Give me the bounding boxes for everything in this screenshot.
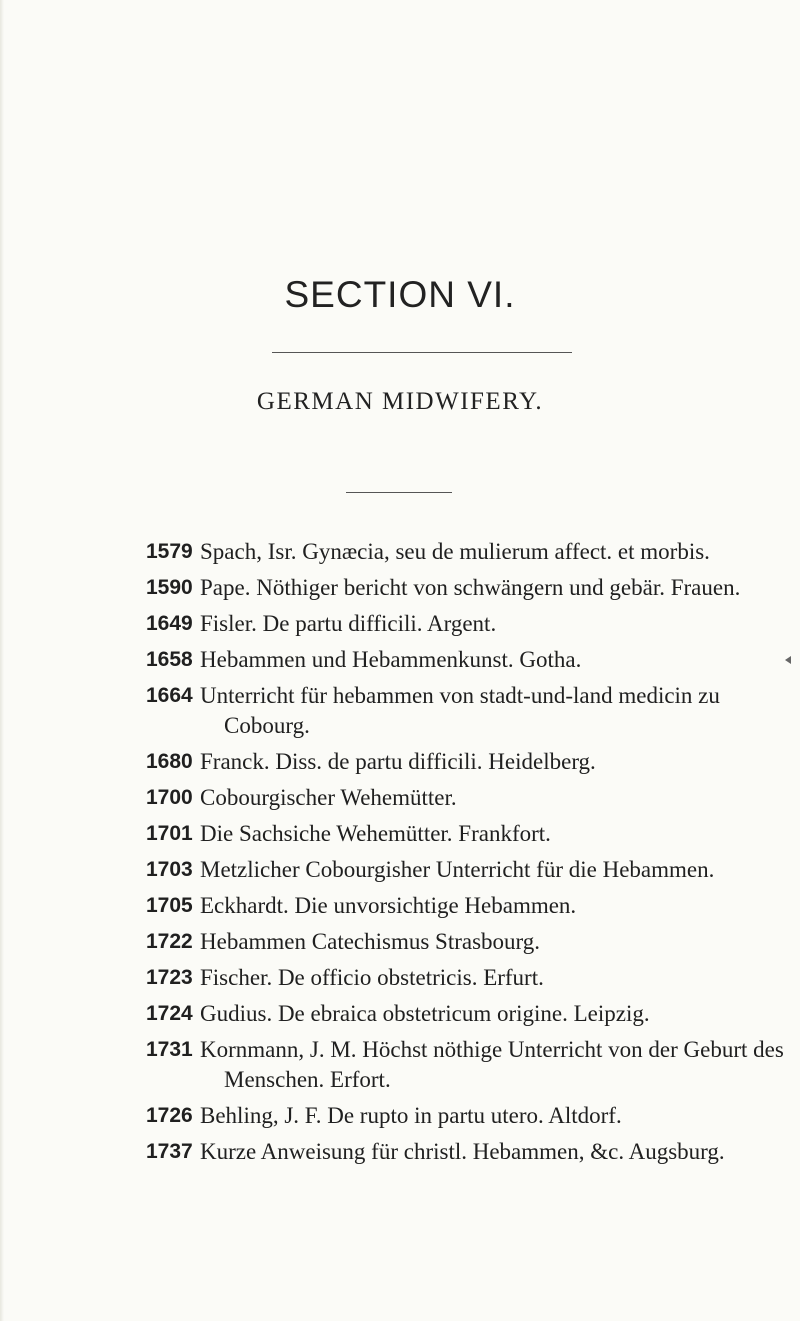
entry-year: 1737 (146, 1140, 193, 1163)
entry-year: 1700 (146, 786, 193, 809)
bibliography-entry (146, 1137, 786, 1167)
entry-year: 1579 (146, 540, 193, 563)
entry-year: 1703 (146, 858, 193, 881)
entry-text: Behling, J. F. De rupto in partu utero. Altdorf. (200, 1103, 622, 1128)
bibliography-entry (146, 927, 786, 957)
bibliography-entry (146, 681, 786, 741)
entry-text: Spach, Isr. Gynæcia, seu de mulierum affect. et morbis. (200, 539, 710, 564)
entry-year: 1722 (146, 930, 193, 953)
entry-year: 1731 (146, 1038, 193, 1061)
bibliography-list (146, 537, 786, 1173)
entry-text: Kornmann, J. M. Höchst nöthige Unterricht von der Geburt des Menschen. Erfort. (200, 1037, 784, 1092)
section-title: SECTION VI. (284, 274, 516, 315)
bibliography-entry (146, 1101, 786, 1131)
entry-year: 1723 (146, 966, 193, 989)
bibliography-entry (146, 747, 786, 777)
title-divider (272, 352, 572, 353)
entry-year: 1701 (146, 822, 193, 845)
entry-year: 1705 (146, 894, 193, 917)
margin-marker (785, 656, 791, 664)
subtitle-divider (346, 492, 452, 493)
bibliography-entry (146, 999, 786, 1029)
entry-text: Gudius. De ebraica obstetricum origine. Leipzig. (200, 1001, 650, 1026)
bibliography-entry (146, 609, 786, 639)
bibliography-entry (146, 819, 786, 849)
entry-text: Kurze Anweisung für christl. Hebammen, &c. Augsburg. (200, 1139, 725, 1164)
bibliography-entry (146, 891, 786, 921)
entry-text: Fisler. De partu difficili. Argent. (200, 611, 497, 636)
entry-text: Metzlicher Cobourgisher Unterricht für die Hebammen. (200, 857, 715, 882)
page-edge-shadow (0, 0, 4, 1321)
bibliography-entry (146, 537, 786, 567)
entry-text: Franck. Diss. de partu difficili. Heidelberg. (200, 749, 596, 774)
entry-year: 1664 (146, 684, 193, 707)
entry-text: Cobourgischer Wehemütter. (200, 785, 457, 810)
entry-text: Eckhardt. Die unvorsichtige Hebammen. (200, 893, 577, 918)
entry-year: 1649 (146, 612, 193, 635)
entry-text: Fischer. De officio obstetricis. Erfurt. (200, 965, 544, 990)
bibliography-entry (146, 573, 786, 603)
bibliography-entry (146, 963, 786, 993)
bibliography-entry (146, 1035, 786, 1095)
entry-text: Die Sachsiche Wehemütter. Frankfort. (200, 821, 551, 846)
section-subtitle: GERMAN MIDWIFERY. (256, 388, 544, 415)
entry-text: Pape. Nöthiger bericht von schwängern und gebär. Frauen. (200, 575, 741, 600)
entry-text: Hebammen und Hebammenkunst. Gotha. (200, 647, 582, 672)
entry-text: Hebammen Catechismus Strasbourg. (200, 929, 541, 954)
bibliography-entry (146, 783, 786, 813)
entry-text: Unterricht für hebammen von stadt-und-land medicin zu Cobourg. (200, 683, 720, 738)
entry-year: 1680 (146, 750, 193, 773)
bibliography-entry (146, 645, 786, 675)
entry-year: 1658 (146, 648, 193, 671)
entry-year: 1726 (146, 1104, 193, 1127)
bibliography-entry (146, 855, 786, 885)
entry-year: 1724 (146, 1002, 193, 1025)
entry-year: 1590 (146, 576, 193, 599)
